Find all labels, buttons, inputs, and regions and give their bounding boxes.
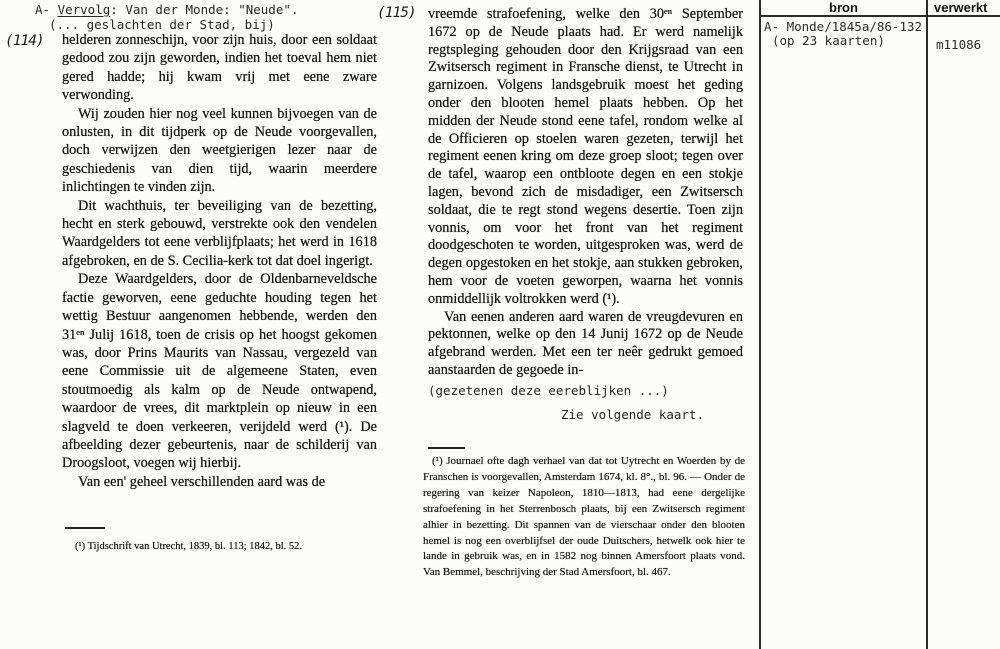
- footnote-left: (¹) Tijdschrift van Utrecht, 1839, bl. 113; 1842, bl. 52.: [75, 541, 303, 552]
- paragraph: Dit wachthuis, ter beveiliging van de bezetting, hecht en sterk gebouwd, verstrekte ook den vendelen Waardgelders tot eene verblijfplaats; het werd in 1618 afgebroken, en de S. Cecilia-kerk tot dat doel ingerigt.: [62, 197, 377, 269]
- handwritten-page-number-right: (115): [377, 5, 416, 21]
- typed-header-prefix: A-: [35, 2, 58, 17]
- printed-column-right: [428, 6, 743, 424]
- footnote-rule-left: [65, 527, 105, 529]
- table-column-divider: [926, 0, 928, 649]
- printed-column-left: [62, 31, 377, 491]
- verwerkt-entry-value: m11086: [936, 37, 982, 52]
- paragraph: helderen zonneschijn, voor zijn huis, door een soldaat gedood zou zijn geworden, indien het toeval hem niet gered hadde; hij kwam vrij met eene zware verwonding.: [62, 32, 377, 104]
- bron-entry-line2: (op 23 kaarten): [772, 33, 885, 48]
- paragraph: vreemde strafoefening, welke den 30ᵉⁿ September 1672 op de Neude plaats had. Er werd namelijk regtspleging gehouden door den Krijgsraad van een Zwitsersch regiment in Fransche dienst, te Utrecht in garnizoen. Volgens landsgebruik moest het geding onder den blooten hemel plaats hebben. Op het midden der Neude stond eene tafel, rondom welke al de Officieren op stoelen waren gezeten, terwijl het regiment eenen kring om deze groep sloot; tegen over de tafel, waarop een ontbloote degen en een stokje lagen, bevond zich de misdadiger, een Zwitsersch soldaat, die te regt stond wegens desertie. Toen zijn vonnis, om voor het front van het regiment doodgeschoten te worden, uitgesproken was, werd de degen opgestoken en het stokje, aan stukken gebroken, hem voor de voeten geworpen, waarna het vonnis onmiddellijk voltrokken werd (¹).: [428, 6, 743, 307]
- footnote-right: [423, 454, 745, 581]
- footnote-text: (¹) Journael ofte dagh verhael van dat tot Uytrecht en Woerden by de Franschen is voorgevallen, Amsterdam 1674, kl. 8°., bl. 96. — Onder de regering van keizer Napoleon, 1810—1813, had eene dergelijke strafoefening in het Sterrenbosch plaats, bij een Zwitsersch regiment alhier in bezetting. Dit spannen van de vierschaar onder den blooten hemel is nog een overblijfsel der oude Duitschers, hetwelk ook hier te lande in gebruik was, en in 1582 nog binnen Amersfoort plaats vond. Van Bemmel, beschrijving der Stad Amersfoort, bl. 467.: [423, 455, 745, 579]
- handwritten-page-number-left: (114): [5, 33, 44, 49]
- typed-see-next-card-note: Zie volgende kaart.: [561, 406, 704, 422]
- table-border-left: [759, 0, 761, 649]
- footnote-rule-right: [428, 447, 465, 449]
- table-header-underline: [759, 15, 1000, 17]
- typed-continuation-note: (gezetenen deze eereblijken ...): [428, 382, 669, 398]
- typed-header-rest: : Van der Monde: "Neude".: [110, 2, 299, 17]
- table-column-header-verwerkt: verwerkt: [934, 0, 988, 15]
- bron-entry-line1: A- Monde/1845a/86-132: [764, 19, 923, 34]
- typed-header-underlined-word: Vervolg: [57, 2, 111, 17]
- paragraph: Wij zouden hier nog veel kunnen bijvoegen van de onlusten, in dit tijdperk op de Neude voorgevallen, doch verwijzen den weetgierigen lezer naar de geschiedenis van dien tijd, waarin meerdere inlichtingen te vinden zijn.: [62, 105, 377, 196]
- paragraph: Deze Waardgelders, door de Oldenbarneveldsche factie geworven, eene geduchte houding tegen het wettig Bestuur aangenomen hebbende, werden den 31ᵉⁿ Julij 1618, toen de crisis op het hoogst gekomen was, door Prins Maurits van Nassau, vergezeld van eene Commissie uit de algemeene Staten, even stoutmoedig als kalm op de Neude ontwapend, waardoor de vrees, dit marktplein op nieuw in een slagveld te doen verkeeren, verijdeld werd (¹). De afbeelding dezer gebeurtenis, naar de schilderij van Droogsloot, voegen wij hierbij.: [62, 271, 377, 472]
- typed-card-header: [35, 3, 298, 32]
- table-column-header-bron: bron: [829, 0, 858, 15]
- paragraph: Van eenen anderen aard waren de vreugdevuren en pektonnen, welke op den 14 Junij 1672 op de Neude afgebrand werden. Met een ter neêr gedrukt gemoed aanstaarden de gegoede in-: [428, 308, 743, 378]
- typed-header-line2: (... geslachten der Stad, bij): [49, 16, 275, 32]
- paragraph: Van een' geheel verschillenden aard was de: [78, 473, 326, 490]
